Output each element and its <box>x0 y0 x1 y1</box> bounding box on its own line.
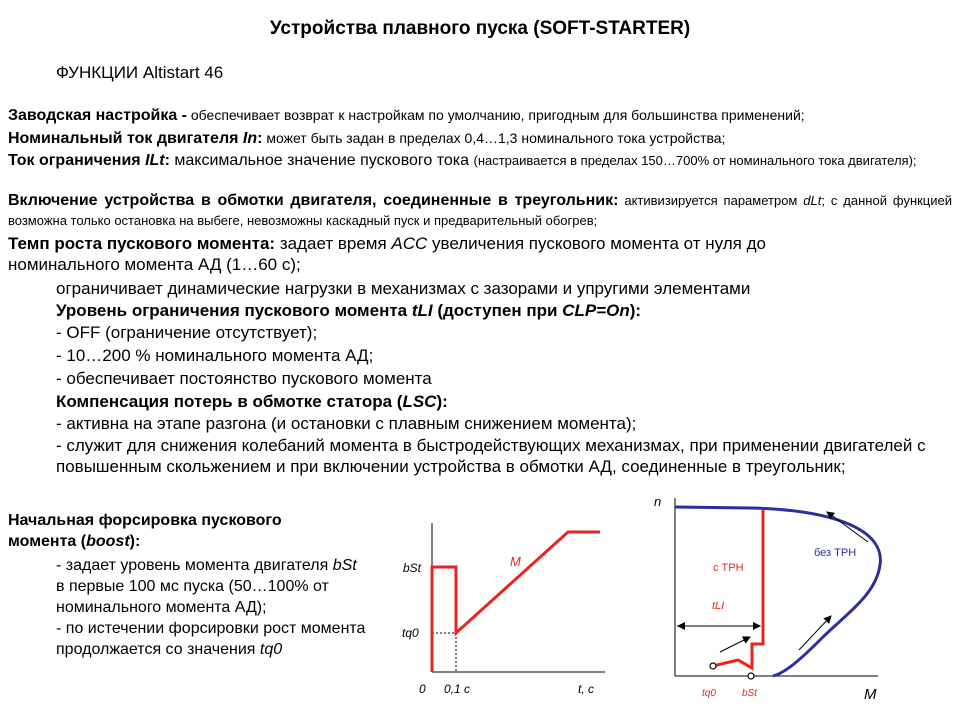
boost-time-label: 0,1 с <box>444 682 471 696</box>
factory-settings-heading: Заводская настройка - <box>8 107 187 124</box>
current-limit-text: максимальное значение пускового тока <box>169 152 474 169</box>
delta-connection-symbol: dLt <box>803 193 822 208</box>
torque-time-diagram <box>380 515 620 715</box>
current-limit-range: (настраивается в пределах 150…700% от номинального тока двигателя); <box>473 153 917 168</box>
tli-arrow-left <box>677 622 685 630</box>
torque-ramp-heading: Темп роста пускового момента: <box>8 234 276 253</box>
torque-ramp-paragraph: Темп роста пускового момента: задает время ACC увеличения пускового момента от нуля до номинального момента АД (1…60 с); <box>8 234 766 274</box>
stator-loss-heading: Компенсация потерь в обмотке статора (LSC): <box>56 392 448 411</box>
factory-settings-text: обеспечивает возврат к настройкам по умолчанию, пригодным для большинства применений; <box>187 107 805 123</box>
current-limit-symbol: ILt <box>145 152 165 169</box>
page-subtitle: ФУНКЦИИ Altistart 46 <box>56 63 224 82</box>
speed-torque-diagram <box>640 490 890 715</box>
torque-ramp-symbol: ACC <box>391 234 428 253</box>
curve-without-soft-starter <box>675 507 880 676</box>
time-axis-label: t, с <box>578 682 595 696</box>
bst-start-point <box>748 673 754 679</box>
delta-connection-heading: Включение устройства в обмотки двигателя, соединенные в треугольник: <box>8 192 619 209</box>
nominal-current-text: может быть задан в пределах 0,4…1,3 номинального тока устройства; <box>262 130 726 146</box>
torque-limit-heading: Уровень ограничения пускового момента tLI (доступен при CLP=On): <box>56 301 642 320</box>
tq0-symbol: tq0 <box>259 641 283 658</box>
torque-curve <box>432 532 600 672</box>
speed-axis-label: n <box>654 494 662 509</box>
list-item: - служит для снижения колебаний момента в быстродействующих механизмах, при применении двигателей с повышенным скольжением и при включении устройства в обмотки АД, соединенные в треугольник; <box>56 436 926 476</box>
factory-settings-paragraph <box>8 105 952 126</box>
bst-symbol: bSt <box>332 557 357 574</box>
tli-arrow-right <box>753 622 761 630</box>
nominal-current-paragraph: Номинальный ток двигателя In: может быть задан в пределах 0,4…1,3 номинального тока устройства; <box>8 130 726 147</box>
delta-connection-paragraph: Включение устройства в обмотки двигателя, соединенные в треугольник: активизируется параметром dLt; с данной функцией возможна только остановка на выбеге, невозможны каскадный пуск и предварительный обогрев; <box>8 192 953 228</box>
tq0-label: tq0 <box>702 688 716 699</box>
bst-label: bSt <box>403 561 422 575</box>
tli-label: tLI <box>712 600 725 612</box>
direction-arrow <box>827 512 868 542</box>
lsc-symbol: LSC <box>402 392 437 411</box>
nominal-current-symbol: In <box>242 130 258 147</box>
list-item: - по истечении форсировки рост момента продолжается со значения tq0 <box>56 620 366 658</box>
with-soft-starter-label: с ТРН <box>713 562 744 574</box>
clp-symbol: CLP=On <box>562 301 630 320</box>
page-title: Устройства плавного пуска (SOFT-STARTER) <box>269 18 691 39</box>
list-item: - обеспечивает постоянство пускового момента <box>56 369 432 388</box>
curve-with-soft-starter <box>713 510 763 668</box>
torque-limit-symbol: tLI <box>411 301 433 320</box>
origin-label: 0 <box>419 682 426 696</box>
without-soft-starter-label: без ТРН <box>814 547 857 559</box>
boost-body <box>56 555 366 660</box>
nominal-current-heading: Номинальный ток двигателя <box>8 130 243 147</box>
list-item: - 10…200 % номинального момента АД; <box>56 346 374 365</box>
direction-arrow <box>720 637 750 652</box>
current-limit-paragraph: Ток ограничения ILt: максимальное значение пускового тока (настраивается в пределах 150…700% от номинального тока двигателя); <box>8 152 917 169</box>
list-item: - OFF (ограничение отсутствует); <box>56 323 318 342</box>
list-item: - активна на этапе разгона (и остановки с плавным снижением момента); <box>56 414 637 433</box>
tq0-label: tq0 <box>402 626 419 640</box>
bst-label: bSt <box>742 688 758 699</box>
boost-symbol: boost <box>86 533 130 550</box>
boost-heading: Начальная форсировка пускового момента (boost): <box>8 512 282 550</box>
torque-axis-label: M <box>864 686 877 703</box>
dynamic-load-line: ограничивает динамические нагрузки в механизмах с зазорами и упругими элементами <box>56 279 751 298</box>
list-item: - задает уровень момента двигателя bSt в первые 100 мс пуска (50…100% от номинального момента АД); <box>56 557 357 616</box>
current-limit-heading: Ток ограничения <box>8 152 146 169</box>
torque-curve-label: M <box>510 554 521 569</box>
tq0-start-point <box>710 663 716 669</box>
